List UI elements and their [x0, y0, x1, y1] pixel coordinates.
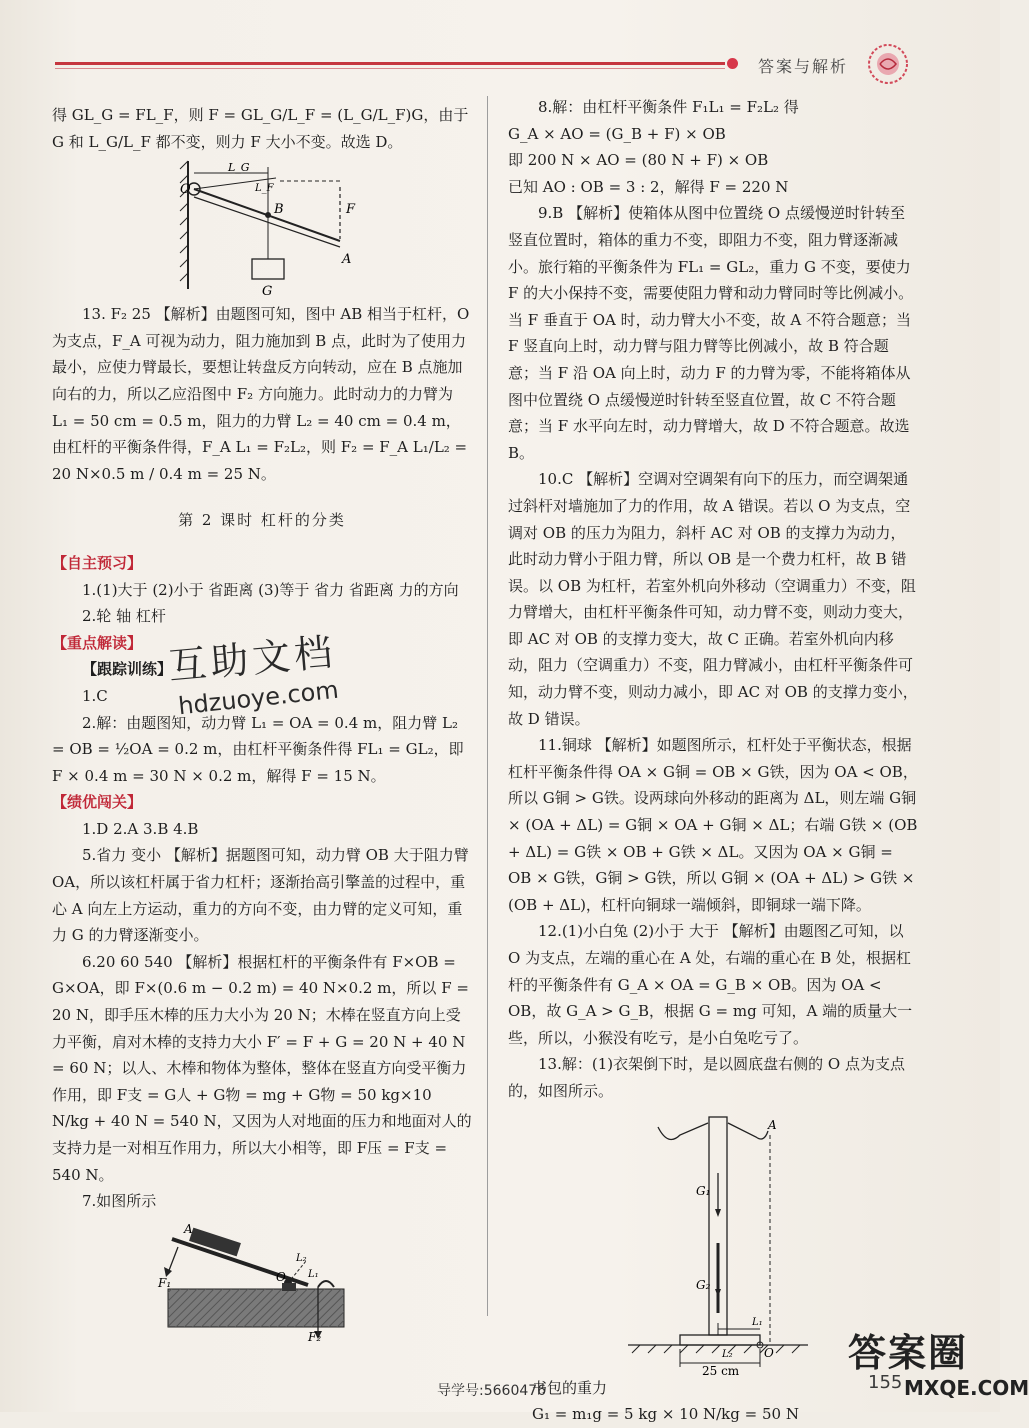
- tag-tracking: 【跟踪训练】: [82, 660, 173, 679]
- answer-8: 8.解：由杠杆平衡条件 F₁L₁ = F₂L₂ 得 G_A × AO = (G_B + F) × OB 即 200 N × AO = (80 N + F) × OB 已知 AO : OB = 3 : 2，解得 F = 220 N: [508, 98, 799, 196]
- header-title: 答案与解析: [758, 57, 849, 76]
- fig1-label-b: B: [274, 202, 284, 218]
- tag-advanced: 【绩优闯关】: [52, 793, 143, 812]
- tag-key-points: 【重点解读】: [52, 633, 143, 652]
- fig13-label-a: A: [768, 1117, 777, 1132]
- advanced-5: 5.省力 变小 【解析】据题图可知，动力臂 OB 大于阻力臂 OA，所以该杠杆属于省力杠杆；逐渐抬高引擎盖的过程中，重心 A 向左上方运动，重力的方向不变，由力臂的定义可知，重力 G 的力臂逐渐变小。: [52, 846, 469, 945]
- fig13-label-l2: L₂: [722, 1348, 733, 1360]
- preview-1: 1.(1)大于 (2)小于 省距离 (3)等于 省力 省距离 力的方向: [82, 580, 459, 599]
- fig13-label-l1: L₁: [752, 1316, 763, 1328]
- watermark-url: hdzuoye.com: [176, 675, 340, 721]
- bullet-icon: [727, 58, 738, 69]
- left-column: [52, 102, 472, 1343]
- answer-10: 10.C 【解析】空调对空调架有向下的压力，而空调架通过斜杆对墙施加了力的作用，故 A 错误。若以 O 为支点，空调对 OB 的压力为阻力，斜杆 AC 对 OB 的支撑力为动力，此时动力臂小于阻力臂，所以 OB 是一个费力杠杆，故 B 错误。以 OB 为杠杆，若室外机向外移动（空调重力）不变，阻力臂增大，由杠杆平衡条件可知，动力臂不变，则动力变大，即 AC 对 OB 的支撑力变大，故 C 正确。若室外机向内移动，阻力（空调重力）不变，阻力臂减小，由杠杆平衡条件可知，动力臂不变，则动力减小，即 AC 对 OB 的支撑力变小，故 D 错误。: [508, 470, 918, 728]
- answer-11: 11.铜球 【解析】如题图所示，杠杆处于平衡状态，根据杠杆平衡条件得 OA × G铜 = OB × G铁，因为 OA < OB，所以 G铜 > G铁。设两球向外移动的距离为 ΔL，则左端 G铜 × (OA + ΔL) = G铜 × OA + G铜 × ΔL；右端 G铁 × (OB + ΔL) = G铁 × OB + G铁 × ΔL。又因为 OA × G铜 = OB × G铁，G铜 > G铁，所以 G铜 × (OA + ΔL) > G铁 × (OB + ΔL)，杠杆向铜球一端倾斜，即铜球一端下降。: [508, 736, 918, 914]
- tracking-1: 1.C: [82, 686, 108, 705]
- advanced-1: 1.D 2.A 3.B 4.B: [82, 819, 199, 838]
- fig7-label-o: O: [276, 1269, 286, 1284]
- fig13-label-g2: G₂: [696, 1277, 711, 1292]
- column-divider: [487, 96, 488, 1316]
- fig13-label-o: O: [764, 1345, 774, 1360]
- weight-formula: G₁ = m₁g = 5 kg × 10 N/kg = 50 N: [532, 1405, 799, 1424]
- corner-logo: 答案圈: [848, 1331, 969, 1375]
- advanced-7: 7.如图所示: [82, 1192, 157, 1211]
- page-number: 155: [868, 1372, 903, 1393]
- figure-lever-wall: [52, 159, 472, 299]
- header-rule: [55, 62, 725, 65]
- corner-logo-url: MXQE.COM: [904, 1376, 1029, 1400]
- fig7-label-a: A: [184, 1221, 193, 1236]
- fig7-label-l2: L₂: [296, 1252, 307, 1264]
- answer-13-right: 13.解：(1)衣架倒下时，是以圆底盘右侧的 O 点为支点的，如图所示。: [508, 1055, 905, 1100]
- advanced-6: 6.20 60 540 【解析】根据杠杆的平衡条件有 F×OB = G×OA，即 F×(0.6 m − 0.2 m) = 40 N×0.2 m，所以 F = 20 N，即手压木棒的压力大小为 20 N；木棒在竖直方向上受力平衡，肩对木棒的支持力大小 F′ = F + G = 20 N + 40 N = 60 N；以人、木棒和物体为整体，整体在竖直方向受平衡力作用，即 F支 = G人 + G物 = mg + G物 = 50 kg×10 N/kg + 40 N = 540 N，又因为人对地面的压力和地面对人的支持力是一对相互作用力，所以大小相等，即 F压 = F支 = 540 N。: [52, 952, 472, 1184]
- fig1-label-a: A: [342, 252, 352, 268]
- dimension-label: 25 cm: [702, 1363, 740, 1378]
- figure-lever-plank: [52, 1217, 472, 1343]
- fig1-label-f: F: [346, 202, 356, 218]
- right-column: [508, 94, 918, 1428]
- answer-9: 9.B 【解析】使箱体从图中位置绕 O 点缓慢逆时针转至竖直位置时，箱体的重力不变，即阻力不变，阻力臂逐渐减小。旅行箱的平衡条件为 FL₁ = GL₂，重力 G 不变，要使力 F 的大小保持不变，需要使阻力臂和动力臂同时等比例减小。当 F 垂直于 OA 时，动力臂大小不变，故 A 不符合题意；当 F 竖直向上时，动力臂与阻力臂等比例减小，故 B 符合题意；当 F 沿 OA 向上时，动力 F 的力臂为零，不能将箱体从图中位置绕 O 点缓慢逆时针转至竖直位置，故 C 不符合题意；当 F 水平向左时，动力臂增大，故 D 不符合题意。故选 B。: [508, 204, 914, 462]
- fig1-label-o: O: [180, 182, 191, 198]
- fig1-label-lf: L_F: [255, 183, 274, 195]
- intro-text: 得 GL_G = FL_F，则 F = GL_G/L_F = (L_G/L_F)G，由于 G 和 L_G/L_F 都不变，则力 F 大小不变。故选 D。: [52, 106, 469, 151]
- fig7-label-l1: L₁: [308, 1268, 319, 1280]
- tag-preview: 【自主预习】: [52, 553, 143, 572]
- fig7-label-f1: F₁: [158, 1275, 172, 1290]
- answer-12: 12.(1)小白兔 (2)小于 大于 【解析】由题图乙可知，以 O 为支点，左端的重心在 A 处，右端的重心在 B 处，根据杠杆的平衡条件有 G_A × OA = G_B × OB。因为 OA < OB，故 G_A > G_B，根据 G = mg 可知，A 端的质量大一些，所以，小猴没有吃亏，是小白兔吃亏了。: [508, 922, 913, 1047]
- watermark-handwriting: 互助文档: [166, 629, 338, 689]
- section-title: 第 2 课时 杠杆的分类: [178, 511, 346, 530]
- preview-2: 2.轮 轴 杠杆: [82, 607, 166, 626]
- globe-icon: [866, 42, 910, 86]
- fig13-label-g1: G₁: [696, 1183, 711, 1198]
- fig7-label-f2: F₂: [308, 1329, 322, 1344]
- answer-13: 13. F₂ 25 【解析】由题图可知，图中 AB 相当于杠杆，O 为支点，F_A 可视为动力，阻力施加到 B 点，此时为了使用力最小，应使力臂最长，要想让转盘反方向转动，应在 B 点施加向右的力，所以乙应沿图中 F₂ 方向施力。此时动力的力臂为 L₁ = 50 cm = 0.5 m，阻力的力臂 L₂ = 40 cm = 0.4 m，由杠杆的平衡条件得，F_A L₁ = F₂L₂，则 F₂ = F_A L₁/L₂ = 20 N×0.5 m / 0.4 m = 25 N。: [52, 305, 470, 483]
- header-rule-thin: [55, 68, 725, 69]
- figure-caption: 书包的重力: [532, 1378, 608, 1397]
- fig1-label-lg: L_G: [228, 161, 250, 175]
- guide-number: 导学号:5660476: [437, 1383, 547, 1399]
- tracking-2: 2.解：由题图知，动力臂 L₁ = OA = 0.4 m，阻力臂 L₂ = OB = ½OA = 0.2 m，由杠杆平衡条件得 FL₁ = GL₂，即 F × 0.4 m = 30 N × 0.2 m，解得 F = 15 N。: [52, 713, 464, 785]
- fig1-label-g: G: [262, 284, 273, 300]
